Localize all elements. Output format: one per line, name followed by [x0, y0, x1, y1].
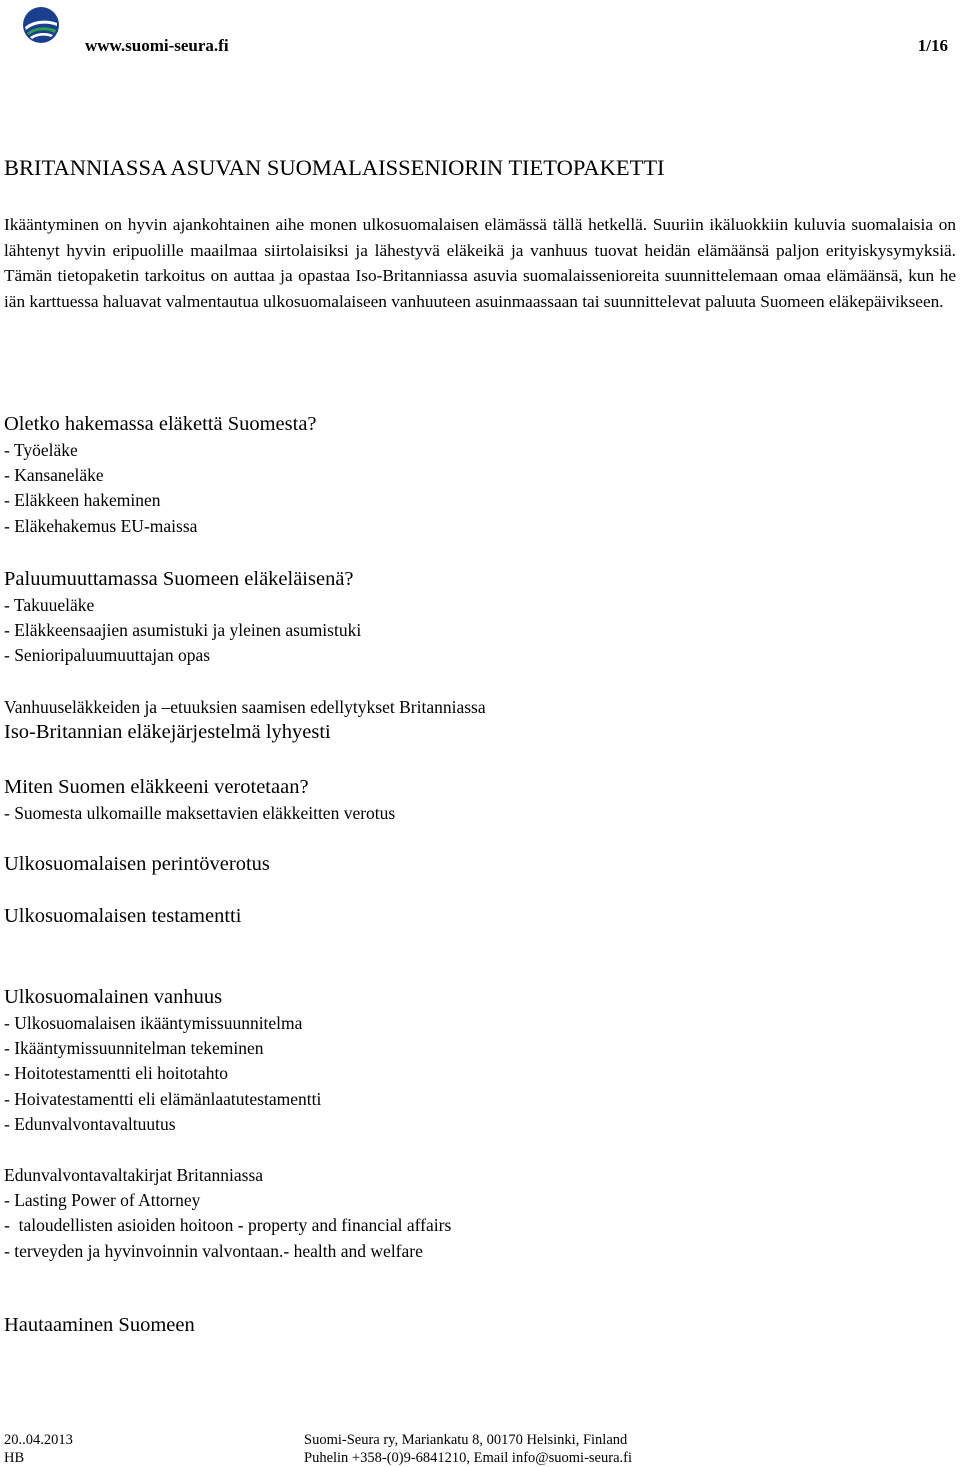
section-paluu — [4, 565, 361, 669]
list-item: - Työeläke — [4, 440, 78, 460]
footer-address: Suomi-Seura ry, Mariankatu 8, 00170 Helsinki, Finland — [304, 1432, 628, 1448]
section-verotus-heading: Miten Suomen eläkkeeni verotetaan? — [4, 776, 309, 798]
list-item: - Eläkkeensaajien asumistuki ja yleinen asumistuki — [4, 620, 362, 641]
document-title: BRITANNIASSA ASUVAN SUOMALAISSENIORIN TIETOPAKETTI — [4, 155, 665, 180]
section-vanhuus — [4, 983, 321, 1137]
section-vanhuus-heading: Ulkosuomalainen vanhuus — [4, 986, 223, 1008]
section-edunvalvonta — [4, 1163, 451, 1264]
list-item: - Kansaneläke — [4, 465, 104, 486]
footer-date: 20..04.2013 — [4, 1432, 73, 1448]
section-edunvalvonta-heading: Edunvalvontavaltakirjat Britanniassa — [4, 1165, 264, 1185]
list-item: - Ulkosuomalaisen ikääntymissuunnitelma — [4, 1013, 303, 1033]
list-item: - Hoitotestamentti eli hoitotahto — [4, 1063, 229, 1084]
list-item: - Edunvalvontavaltuutus — [4, 1113, 176, 1134]
section-iso-britannia: Iso-Britannian eläkejärjestelmä lyhyesti — [4, 721, 331, 743]
list-item: - taloudellisten asioiden hoitoon - property and financial affairs — [4, 1215, 452, 1236]
footer-author: HB — [4, 1449, 25, 1466]
suomi-seura-logo-icon — [22, 6, 60, 44]
footer-contact: Puhelin +358-(0)9-6841210, Email info@suomi-seura.fi — [304, 1449, 632, 1466]
list-item: - Eläkkeen hakeminen — [4, 490, 161, 511]
section-vanhuus-edellytykset: Vanhuuseläkkeiden ja –etuuksien saamisen edellytykset Britanniassa — [4, 697, 486, 717]
list-item: - Ikääntymissuunnitelman tekeminen — [4, 1038, 264, 1059]
page-number: 1/16 — [917, 36, 948, 55]
section-paluu-heading: Paluumuuttamassa Suomeen eläkeläisenä? — [4, 568, 354, 590]
section-testamentti: Ulkosuomalaisen testamentti — [4, 905, 242, 927]
list-item: - Lasting Power of Attorney — [4, 1190, 201, 1211]
footer-right — [304, 1432, 632, 1467]
list-item: - Takuueläke — [4, 595, 95, 615]
section-hautaaminen: Hautaaminen Suomeen — [4, 1314, 195, 1336]
list-item: - Suomesta ulkomaille maksettavien eläkkeitten verotus — [4, 803, 396, 823]
list-item: - terveyden ja hyvinvoinnin valvontaan.- health and welfare — [4, 1240, 423, 1261]
section-elake — [4, 410, 317, 539]
section-perintovero: Ulkosuomalaisen perintöverotus — [4, 853, 270, 875]
list-item: - Senioripaluumuuttajan opas — [4, 645, 211, 666]
list-item: - Eläkehakemus EU-maissa — [4, 515, 198, 536]
section-verotus — [4, 773, 395, 826]
list-item: - Hoivatestamentti eli elämänlaatutestamentti — [4, 1088, 322, 1109]
website-url[interactable]: www.suomi-seura.fi — [85, 36, 229, 55]
footer-left — [4, 1432, 73, 1467]
intro-paragraph: Ikääntyminen on hyvin ajankohtainen aihe monen ulkosuomalaisen elämässä tällä hetkellä. Suuriin ikäluokkiin kuluvia suomalaisia on lähtenyt hyvin eripuolille maailmaa siirtolaisiksi ja lähestyvä eläkeikä ja vanhuus tuovat heidän elämäänsä paljon erityiskysymyksiä. Tämän tietopaketin tarkoitus on auttaa ja opastaa Iso-Britanniassa asuvia suomalaissenioreita suunnittelemaan omaa elämäänsä, kun he iän karttuessa haluavat valmentautua ulkosuomalaiseen vanhuuteen asuinmaassaan tai suunnittelevat paluuta Suomeen eläkepäivikseen. — [4, 215, 956, 311]
section-elake-heading: Oletko hakemassa eläkettä Suomesta? — [4, 413, 317, 435]
